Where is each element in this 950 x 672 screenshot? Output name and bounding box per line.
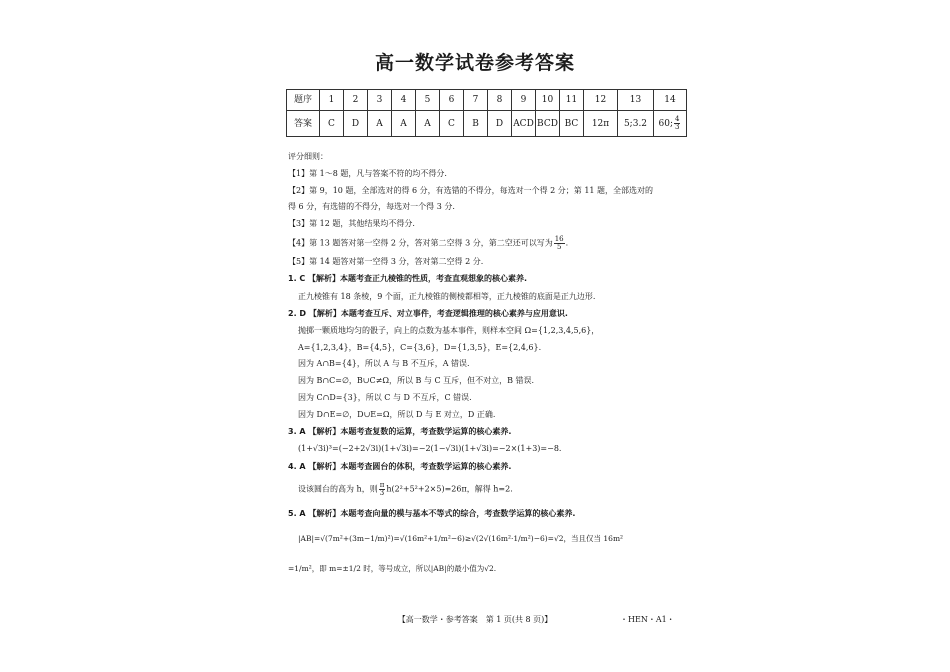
table-row-question-numbers [287,90,687,111]
q3-line: (1+√3i)³=(−2+2√3i)(1+√3i)=−2(1−√3i)(1+√3i)=−2×(1+3)=−8. [298,444,562,453]
table-cell: D [344,111,368,137]
page-title: 高一数学试卷参考答案 [374,52,575,74]
answer-14-prefix: 60; [658,119,673,129]
fraction-denominator: 5 [556,243,562,251]
fraction-numerator: π [379,481,385,489]
q2-line-5: 因为 C∩D={3}，所以 C 与 D 不互斥，C 错误. [298,393,472,402]
fraction-numerator: 16 [554,235,564,243]
table-cell: 13 [618,90,654,111]
table-cell: 2 [344,90,368,111]
fraction-numerator: 4 [675,115,680,123]
page-code: ・HEN・A1・ [620,615,675,624]
q3-heading: 3. A 【解析】本题考查复数的运算，考查数学运算的核心素养. [288,427,512,436]
rule-4-end: . [565,238,569,248]
rule-3: 【3】第 12 题，其他结果均不得分. [288,219,415,228]
rules-heading: 评分细则： [288,152,328,161]
table-cell: 10 [536,90,560,111]
table-cell: ACD [512,111,536,137]
fraction-denominator: 3 [675,123,680,131]
rule-5: 【5】第 14 题答对第一空得 3 分，答对第二空得 2 分. [288,257,484,266]
rule-1: 【1】第 1～8 题，凡与答案不符的均不得分. [288,169,447,178]
table-cell: 12π [584,111,618,137]
table-cell: A [416,111,440,137]
table-cell: 11 [560,90,584,111]
fraction [674,116,680,131]
table-cell: A [392,111,416,137]
rule-4-text: 【4】第 13 题答对第一空得 2 分，答对第二空得 3 分，第二空还可以写为 [288,238,553,248]
q1-line: 正九棱锥有 18 条棱，9 个面，正九棱锥的侧棱都相等，正九棱锥的底面是正九边形. [298,292,596,301]
q4-text-a: 设该圆台的高为 h，则 [298,484,378,494]
table-cell: C [440,111,464,137]
q5-heading: 5. A 【解析】本题考查向量的模与基本不等式的综合，考查数学运算的核心素养. [288,509,576,518]
q4-text-b: h(2²+5²+2×5)=26π，解得 h=2. [386,484,513,494]
table-cell: 8 [488,90,512,111]
table-cell: 4 [392,90,416,111]
table-cell-14 [654,111,687,137]
q5-line-1: |AB|=√(7m²+(3m−1/m)²)=√(16m²+1/m²−6)≥√(2√(16m²·1/m²)−6)=√2，当且仅当 16m² [298,534,624,543]
table-cell: A [368,111,392,137]
table-cell: B [464,111,488,137]
table-cell: BCD [536,111,560,137]
table-cell: C [320,111,344,137]
row-label: 题序 [287,90,320,111]
fraction [554,236,565,251]
table-cell: 5;3.2 [618,111,654,137]
page-footer: 【高一数学・参考答案 第 1 页(共 8 页)】 [397,615,553,624]
table-cell: 7 [464,90,488,111]
table-cell: D [488,111,512,137]
fraction [379,482,386,497]
q2-line-1: 抛掷一颗质地均匀的骰子，向上的点数为基本事件，则样本空间 Ω={1,2,3,4,5,6}， [298,326,600,335]
rule-2b: 得 6 分，有选错的不得分，每选对一个得 3 分. [288,202,455,211]
q4-heading: 4. A 【解析】本题考查圆台的体积，考查数学运算的核心素养. [288,462,512,471]
table-row-answers [287,111,687,137]
q2-heading: 2. D 【解析】本题考查互斥、对立事件，考查逻辑推理的核心素养与应用意识. [288,309,568,318]
q2-line-6: 因为 D∩E=∅，D∪E=Ω，所以 D 与 E 对立，D 正确. [298,410,496,419]
table-cell: 5 [416,90,440,111]
table-cell: 6 [440,90,464,111]
table-cell: 1 [320,90,344,111]
row-label: 答案 [287,111,320,137]
q4-line [298,482,513,497]
q2-line-2: A={1,2,3,4}，B={4,5}，C={3,6}，D={1,3,5}，E={2,4,6}. [298,343,542,352]
q2-line-4: 因为 B∩C=∅，B∪C≠Ω，所以 B 与 C 互斥，但不对立，B 错误. [298,376,535,385]
q5-line-2: =1/m²，即 m=±1/2 时，等号成立，所以|AB|的最小值为√2. [288,564,497,573]
fraction-denominator: 3 [379,489,385,497]
table-cell: 9 [512,90,536,111]
table-cell: 14 [654,90,687,111]
table-cell: 3 [368,90,392,111]
answer-table [286,89,687,137]
rule-2a: 【2】第 9，10 题，全部选对的得 6 分，有选错的不得分，每选对一个得 2 分；第 11 题，全部选对的 [288,186,654,195]
rule-4 [288,236,568,251]
table-cell: 12 [584,90,618,111]
q1-heading: 1. C 【解析】本题考查正九棱锥的性质，考查直观想象的核心素养. [288,274,528,283]
q2-line-3: 因为 A∩B={4}，所以 A 与 B 不互斥，A 错误. [298,359,470,368]
table-cell: BC [560,111,584,137]
